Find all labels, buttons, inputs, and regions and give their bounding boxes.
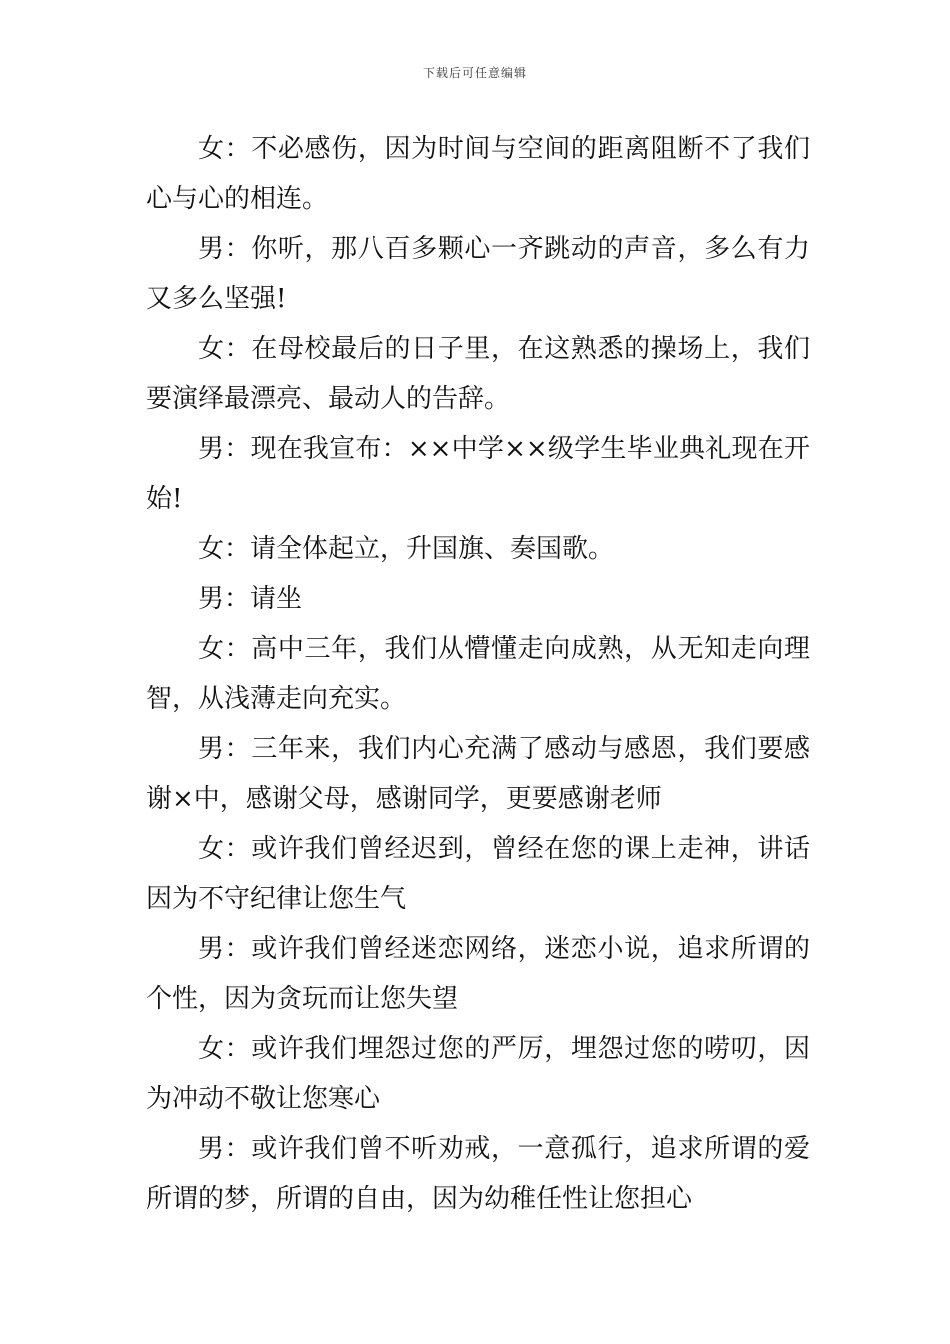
dialogue-paragraph: 女：请全体起立，升国旗、奏国歌。	[198, 534, 615, 564]
dialogue-paragraph: 女：在母校最后的日子里，在这熟悉的操场上，我们要演绎最漂亮、最动人的告辞。	[146, 334, 810, 414]
dialogue-paragraph: 男：三年来，我们内心充满了感动与感恩，我们要感谢×中，感谢父母，感谢同学，更要感谢老师	[146, 734, 810, 814]
dialogue-paragraph: 女：或许我们埋怨过您的严厉，埋怨过您的唠叨，因为冲动不敬让您寒心	[146, 1034, 810, 1114]
dialogue-paragraph: 男：请坐	[198, 584, 303, 614]
dialogue-paragraph: 男：或许我们曾经迷恋网络，迷恋小说，追求所谓的个性，因为贪玩而让您失望	[146, 934, 810, 1014]
page-header: 下载后可任意编辑	[422, 66, 527, 80]
dialogue-paragraph: 女：或许我们曾经迟到，曾经在您的课上走神，讲话因为不守纪律让您生气	[146, 834, 810, 914]
dialogue-paragraph: 男：或许我们曾不听劝戒，一意孤行，追求所谓的爱所谓的梦，所谓的自由，因为幼稚任性让您担心	[146, 1134, 810, 1214]
dialogue-paragraph: 女：高中三年，我们从懵懂走向成熟，从无知走向理智，从浅薄走向充实。	[146, 634, 810, 714]
dialogue-paragraph: 女：不必感伤，因为时间与空间的距离阻断不了我们心与心的相连。	[146, 134, 810, 214]
dialogue-paragraph: 男：现在我宣布：××中学××级学生毕业典礼现在开始!	[146, 434, 810, 514]
dialogue-paragraph: 男：你听，那八百多颗心一齐跳动的声音，多么有力又多么坚强!	[146, 234, 810, 314]
document-body	[146, 124, 810, 1224]
